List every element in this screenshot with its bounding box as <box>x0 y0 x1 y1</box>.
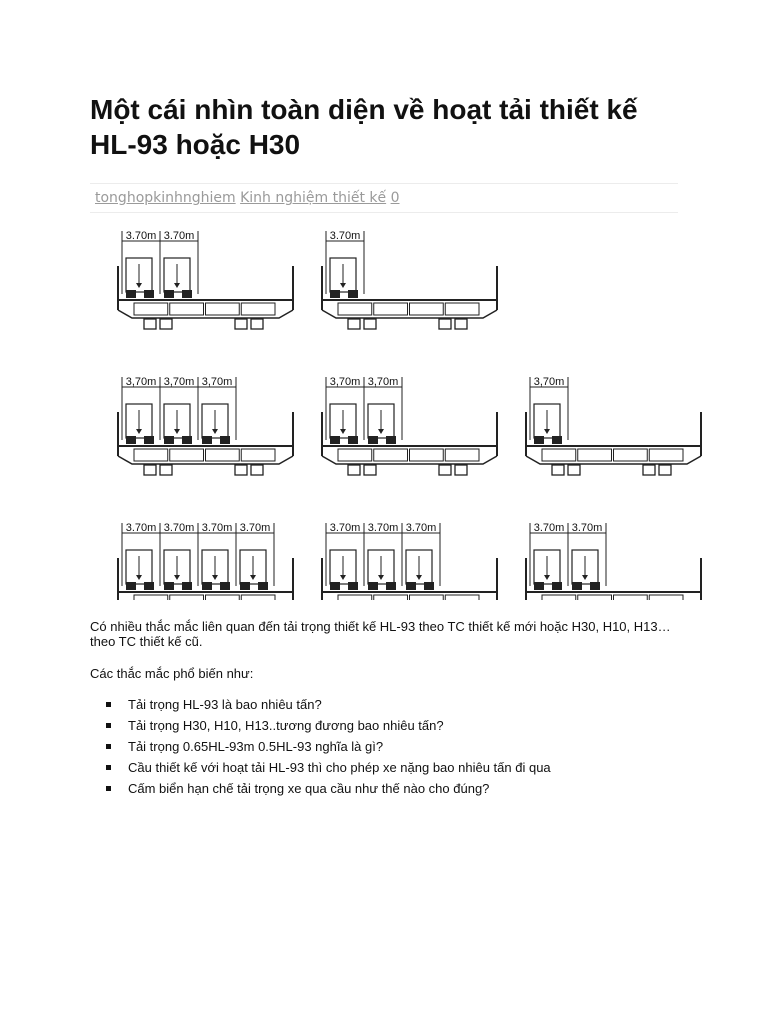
load-arrow-head <box>136 283 142 288</box>
intro-paragraph: Có nhiều thắc mắc liên quan đến tải trọng thiết kế HL-93 theo TC thiết kế mới hoặc H30, H10, H13…theo TC thiết kế cũ. <box>90 619 671 649</box>
wheel-right <box>144 436 154 444</box>
deck-cell <box>206 449 240 461</box>
bearing-pad <box>251 319 263 329</box>
wheel-right <box>386 436 396 444</box>
article-title: Một cái nhìn toàn diện về hoạt tải thiết kế HL-93 hoặc H30 <box>90 94 638 160</box>
square-bullet-icon <box>106 765 111 770</box>
deck-cell <box>410 303 444 315</box>
wheel-left <box>330 582 340 590</box>
lane-width-label: 3.70m <box>329 522 361 534</box>
bearing-pad <box>235 465 247 475</box>
load-arrow-head <box>212 429 218 434</box>
lane-width-label: 3.70m <box>125 522 157 534</box>
wheel-left <box>240 582 250 590</box>
wheel-left <box>330 290 340 298</box>
load-arrow-head <box>340 283 346 288</box>
lane-width-label: 3,70m <box>163 376 195 388</box>
wheel-right <box>552 582 562 590</box>
lane-width-label: 3.70m <box>367 522 399 534</box>
load-arrow-head <box>136 429 142 434</box>
deck-cell <box>241 303 275 315</box>
deck-cell <box>542 449 576 461</box>
deck-cell <box>134 303 168 315</box>
author-link[interactable]: tonghopkinhnghiem <box>95 190 236 206</box>
wheel-right <box>220 436 230 444</box>
bearing-pad <box>160 319 172 329</box>
load-arrow-head <box>544 575 550 580</box>
load-arrow-head <box>416 575 422 580</box>
wheel-right <box>348 582 358 590</box>
question-list <box>90 697 690 796</box>
deck-cell <box>410 595 444 600</box>
deck-cell <box>649 595 683 600</box>
wheel-left <box>164 436 174 444</box>
wheel-left <box>164 290 174 298</box>
square-bullet-icon <box>106 723 111 728</box>
bearing-pad <box>364 465 376 475</box>
load-arrow-head <box>544 429 550 434</box>
lane-width-label: 3,70m <box>533 376 565 388</box>
load-arrow-head <box>340 575 346 580</box>
wheel-left <box>406 582 416 590</box>
wheel-left <box>330 436 340 444</box>
bearing-pad <box>439 465 451 475</box>
load-arrow-head <box>340 429 346 434</box>
wheel-right <box>144 582 154 590</box>
article-body <box>90 619 690 802</box>
deck-cell <box>134 449 168 461</box>
bridge-lane-diagram <box>90 228 730 600</box>
question-text: Cầu thiết kế với hoạt tải HL-93 thì cho phép xe nặng bao nhiêu tấn đi qua <box>128 760 551 775</box>
deck-cell <box>374 595 408 600</box>
deck-cell <box>206 595 240 600</box>
wheel-left <box>368 582 378 590</box>
deck-cell <box>614 595 648 600</box>
square-bullet-icon <box>106 702 111 707</box>
deck-cell <box>170 303 204 315</box>
deck-cell <box>445 449 479 461</box>
wheel-left <box>368 436 378 444</box>
deck-cell <box>338 595 372 600</box>
lane-width-label: 3.70m <box>239 522 271 534</box>
lane-width-label: 3.70m <box>125 230 157 242</box>
square-bullet-icon <box>106 786 111 791</box>
deck-cell <box>206 303 240 315</box>
wheel-left <box>126 290 136 298</box>
wheel-left <box>534 436 544 444</box>
questions-lead: Các thắc mắc phổ biến như: <box>90 666 254 681</box>
deck-cell <box>410 449 444 461</box>
lane-width-label: 3.70m <box>163 522 195 534</box>
wheel-left <box>572 582 582 590</box>
question-item <box>90 718 690 733</box>
wheel-right <box>220 582 230 590</box>
lane-width-label: 3.70m <box>201 522 233 534</box>
wheel-right <box>258 582 268 590</box>
deck-cell <box>542 595 576 600</box>
wheel-right <box>590 582 600 590</box>
deck-cell <box>338 303 372 315</box>
wheel-right <box>348 290 358 298</box>
wheel-right <box>182 436 192 444</box>
wheel-left <box>202 436 212 444</box>
question-item <box>90 697 690 712</box>
bearing-pad <box>364 319 376 329</box>
lane-width-label: 3.70m <box>533 522 565 534</box>
bearing-pad <box>439 319 451 329</box>
load-arrow-head <box>582 575 588 580</box>
lane-width-label: 3,70m <box>125 376 157 388</box>
wheel-right <box>144 290 154 298</box>
wheel-right <box>182 582 192 590</box>
wheel-right <box>386 582 396 590</box>
category-link[interactable]: Kinh nghiệm thiết kế <box>240 190 387 206</box>
deck-cell <box>170 449 204 461</box>
wheel-left <box>164 582 174 590</box>
lane-width-label: 3.70m <box>571 522 603 534</box>
deck-cell <box>374 449 408 461</box>
lane-width-label: 3.70m <box>405 522 437 534</box>
bearing-pad <box>348 319 360 329</box>
load-arrow-head <box>136 575 142 580</box>
load-arrow-head <box>378 429 384 434</box>
question-item <box>90 739 690 754</box>
load-arrow-head <box>378 575 384 580</box>
deck-cell <box>445 595 479 600</box>
deck-cell <box>614 449 648 461</box>
load-arrow-head <box>174 575 180 580</box>
deck-cell <box>134 595 168 600</box>
wheel-left <box>126 436 136 444</box>
deck-cell <box>241 449 275 461</box>
load-arrow-head <box>212 575 218 580</box>
question-text: Tải trọng HL-93 là bao nhiêu tấn? <box>128 697 322 712</box>
wheel-left <box>126 582 136 590</box>
question-item <box>90 760 690 775</box>
question-text: Tải trọng H30, H10, H13..tương đương bao nhiêu tấn? <box>128 718 444 733</box>
lane-width-label: 3,70m <box>367 376 399 388</box>
lane-width-label: 3.70m <box>329 230 361 242</box>
bearing-pad <box>552 465 564 475</box>
bearing-pad <box>235 319 247 329</box>
comments-link[interactable]: 0 <box>390 190 400 206</box>
deck-cell <box>170 595 204 600</box>
deck-cell <box>649 449 683 461</box>
article-meta <box>90 183 678 213</box>
lane-width-label: 3,70m <box>329 376 361 388</box>
bearing-pad <box>144 465 156 475</box>
deck-cell <box>578 595 612 600</box>
bearing-pad <box>643 465 655 475</box>
deck-cell <box>338 449 372 461</box>
deck-cell <box>578 449 612 461</box>
wheel-right <box>424 582 434 590</box>
load-arrow-head <box>174 283 180 288</box>
question-item <box>90 781 690 796</box>
bearing-pad <box>348 465 360 475</box>
bearing-pad <box>160 465 172 475</box>
question-text: Cấm biển hạn chế tải trọng xe qua cầu như thế nào cho đúng? <box>128 781 490 796</box>
wheel-right <box>182 290 192 298</box>
load-arrow-head <box>174 429 180 434</box>
wheel-right <box>348 436 358 444</box>
bearing-pad <box>568 465 580 475</box>
lane-width-label: 3.70m <box>163 230 195 242</box>
lane-diagram-svg <box>90 228 730 600</box>
square-bullet-icon <box>106 744 111 749</box>
bearing-pad <box>455 465 467 475</box>
load-arrow-head <box>250 575 256 580</box>
wheel-right <box>552 436 562 444</box>
bearing-pad <box>251 465 263 475</box>
deck-cell <box>374 303 408 315</box>
bearing-pad <box>455 319 467 329</box>
deck-cell <box>241 595 275 600</box>
bearing-pad <box>659 465 671 475</box>
deck-cell <box>445 303 479 315</box>
wheel-left <box>202 582 212 590</box>
wheel-left <box>534 582 544 590</box>
question-text: Tải trọng 0.65HL-93m 0.5HL-93 nghĩa là gì? <box>128 739 384 754</box>
bearing-pad <box>144 319 156 329</box>
lane-width-label: 3,70m <box>201 376 233 388</box>
